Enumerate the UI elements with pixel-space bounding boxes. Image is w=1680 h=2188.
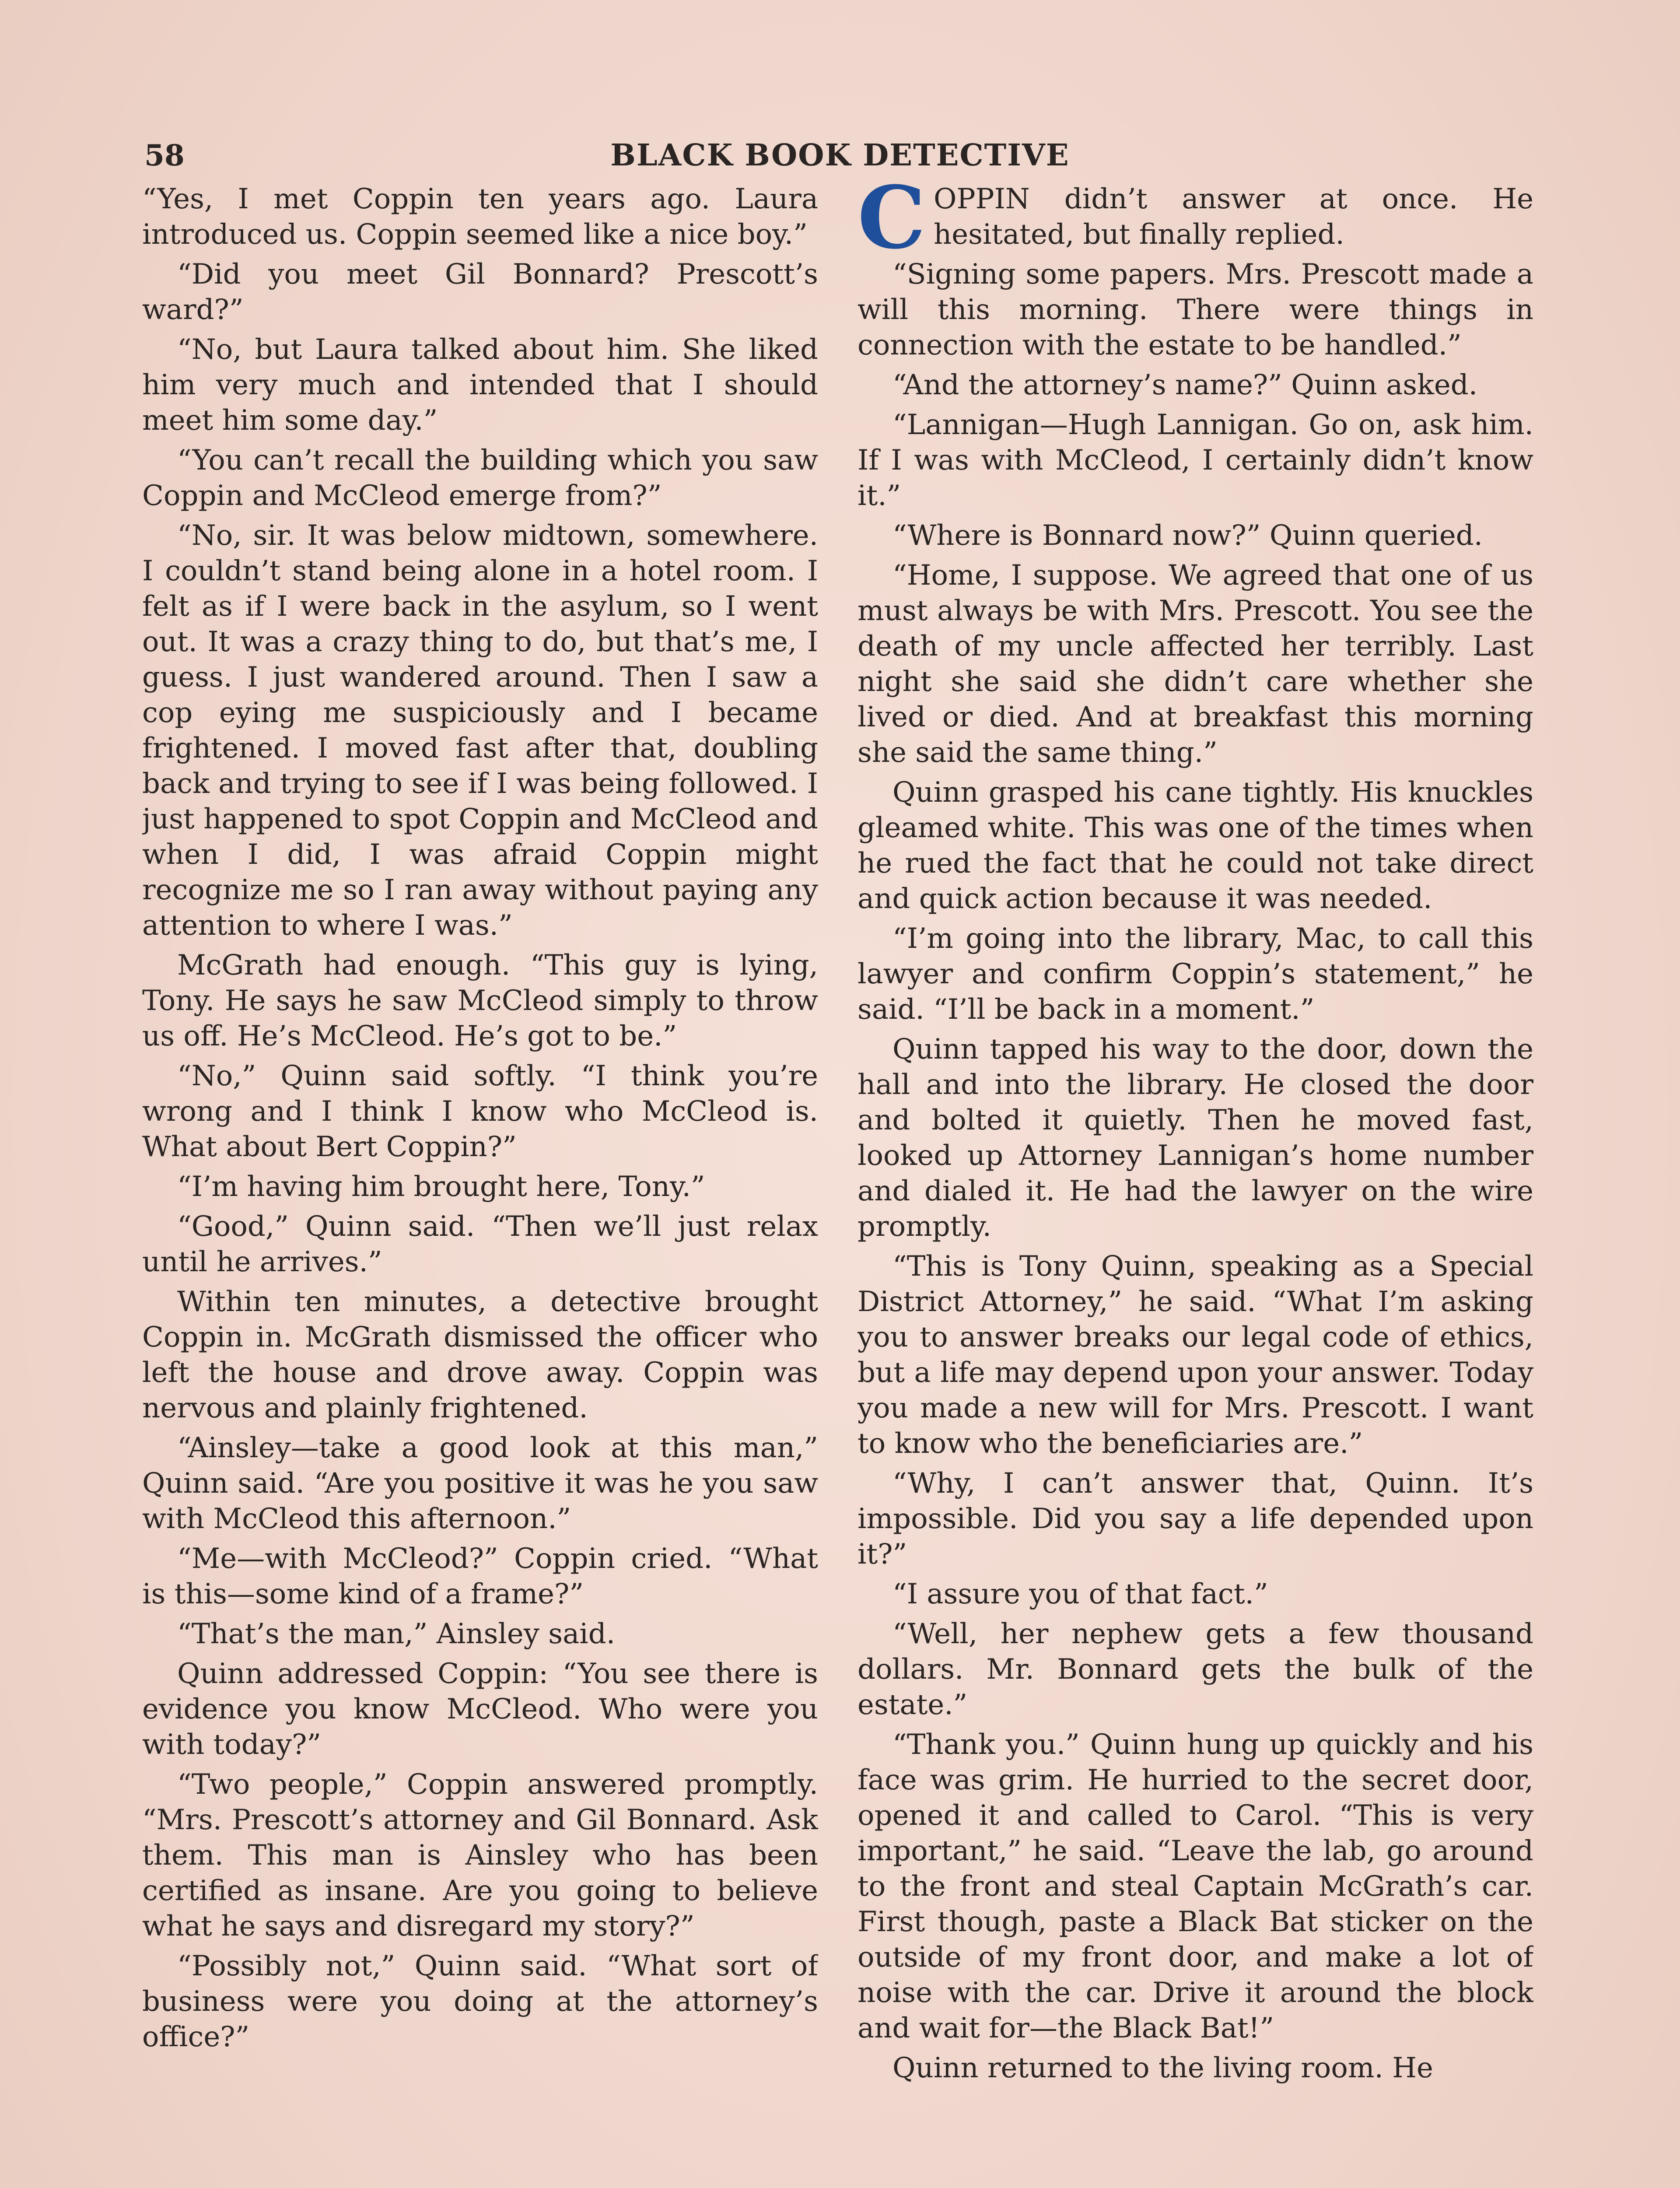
paragraph: Quinn returned to the living room. He <box>892 2052 1433 2084</box>
paragraph: Within ten minutes, a detective brought Coppin in. McGrath dismissed the officer who left the house and drove away. Coppin was nervous and plainly frightened. <box>142 1286 818 1424</box>
paragraph: McGrath had enough. “This guy is lying, Tony. He says he saw McCleod simply to throw us off. He’s McCleod. He’s got to be.” <box>142 949 818 1052</box>
paragraph: “I’m having him brought here, Tony.” <box>177 1171 705 1203</box>
paragraph: “No,” Quinn said softly. “I think you’re wrong and I think I know who McCleod is. What about Bert Coppin?” <box>142 1060 818 1163</box>
paragraph: Quinn tapped his way to the door, down the hall and into the library. He closed the door and bolted it quietly. Then he moved fast, looked up Attorney Lannigan’s home number and dialed it. He had the lawyer on the wire promptly. <box>858 1033 1533 1243</box>
paragraph: “Possibly not,” Quinn said. “What sort of business were you doing at the attorney’s office?” <box>142 1950 818 2053</box>
paragraph: “I assure you of that fact.” <box>892 1578 1268 1610</box>
paragraph: “I’m going into the library, Mac, to call this lawyer and confirm Coppin’s statement,” he said. “I’ll be back in a moment.” <box>858 922 1533 1026</box>
paragraph: “Why, I can’t answer that, Quinn. It’s impossible. Did you say a life depended upon it?” <box>858 1467 1533 1571</box>
right-column <box>858 182 1533 2188</box>
paragraph: “And the attorney’s name?” Quinn asked. <box>892 369 1478 401</box>
left-column <box>142 182 818 2188</box>
paragraph: “That’s the man,” Ainsley said. <box>177 1618 616 1650</box>
opening-paragraph <box>858 182 1533 268</box>
magazine-title: BLACK BOOK DETECTIVE <box>610 138 1070 173</box>
paragraph: “Yes, I met Coppin ten years ago. Laura introduced us. Coppin seemed like a nice boy.” <box>142 183 818 251</box>
paragraph: “Ainsley—take a good look at this man,” Quinn said. “Are you positive it was he you saw with McCleod this afternoon.” <box>142 1432 818 1535</box>
paragraph: “No, but Laura talked about him. She liked him very much and intended that I should meet him some day.” <box>142 333 818 437</box>
paragraph: “No, sir. It was below midtown, somewhere. I couldn’t stand being alone in a hotel room. I felt as if I were back in the asylum, so I went out. It was a crazy thing to do, but that’s me, I guess. I just wandered around. Then I saw a cop eying me suspiciously and I became frightened. I moved fast after that, doubling back and trying to see if I was being followed. I just happened to spot Coppin and McCleod and when I did, I was afraid Coppin might recognize me so I ran away without paying any attention to where I was.” <box>142 519 818 942</box>
paragraph: “Did you meet Gil Bonnard? Prescott’s ward?” <box>142 258 818 326</box>
paragraph: “Home, I suppose. We agreed that one of us must always be with Mrs. Prescott. You see the death of my uncle affected her terribly. Last night she said she didn’t care whether she lived or died. And at breakfast this morning she said the same thing.” <box>858 559 1533 769</box>
page-header <box>144 131 1536 179</box>
opening-text: OPPIN didn’t answer at once. He hesitated, but finally replied. <box>934 183 1533 251</box>
paragraph: Quinn addressed Coppin: “You see there is evidence you know McCleod. Who were you with today?” <box>142 1658 818 1761</box>
page-number: 58 <box>144 138 185 172</box>
paragraph: “Well, her nephew gets a few thousand dollars. Mr. Bonnard gets the bulk of the estate.” <box>858 1618 1533 1721</box>
paragraph: “Two people,” Coppin answered promptly. “Mrs. Prescott’s attorney and Gil Bonnard. Ask them. This man is Ainsley who has been certified as insane. Are you going to believe what he says and disregard my story?” <box>142 1768 818 1943</box>
paragraph: “This is Tony Quinn, speaking as a Special District Attorney,” he said. “What I’m asking you to answer breaks our legal code of ethics, but a life may depend upon your answer. Today you made a new will for Mrs. Prescott. I want to know who the beneficiaries are.” <box>858 1250 1533 1460</box>
paragraph: “You can’t recall the building which you saw Coppin and McCleod emerge from?” <box>142 444 818 512</box>
paragraph: “Thank you.” Quinn hung up quickly and his face was grim. He hurried to the secret door, opened it and called to Carol. “This is very important,” he said. “Leave the lab, go around to the front and steal Captain McGrath’s car. First though, paste a Black Bat sticker on the outside of my front door, and make a lot of noise with the car. Drive it around the block and wait for—the Black Bat!” <box>858 1729 1533 2044</box>
paragraph: “Signing some papers. Mrs. Prescott made a will this morning. There were things in connection with the estate to be handled.” <box>858 258 1533 361</box>
paragraph: “Where is Bonnard now?” Quinn queried. <box>892 519 1483 552</box>
paragraph: Quinn grasped his cane tightly. His knuckles gleamed white. This was one of the times when he rued the fact that he could not take direct and quick action because it was needed. <box>858 776 1533 915</box>
drop-cap: C <box>858 182 926 268</box>
paragraph: “Good,” Quinn said. “Then we’ll just relax until he arrives.” <box>142 1210 818 1278</box>
paragraph: “Me—with McCleod?” Coppin cried. “What is this—some kind of a frame?” <box>142 1543 818 1610</box>
paragraph: “Lannigan—Hugh Lannigan. Go on, ask him. If I was with McCleod, I certainly didn’t know it.” <box>858 409 1533 512</box>
